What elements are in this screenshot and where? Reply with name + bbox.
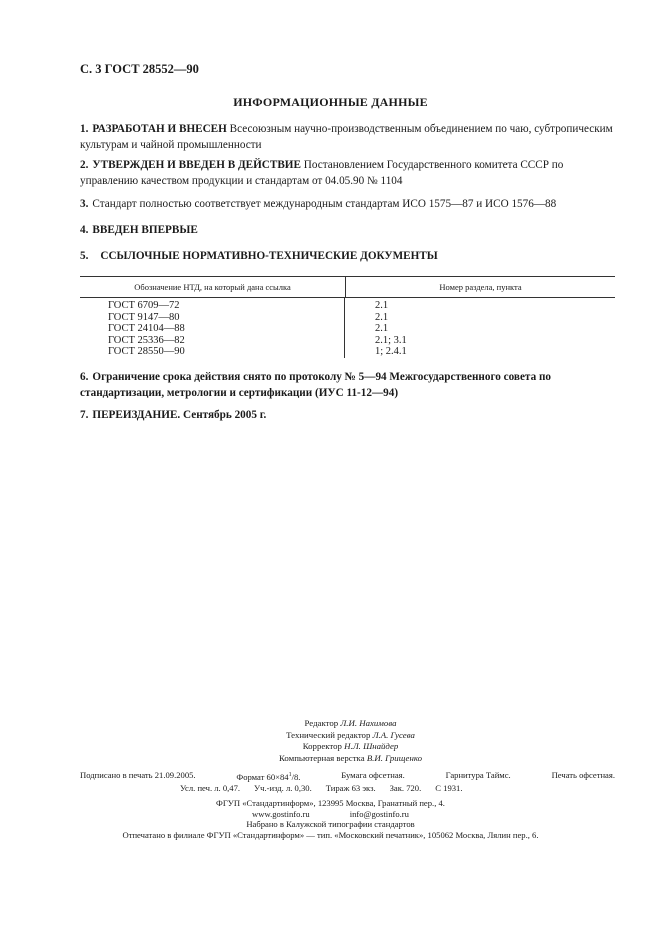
item-number: 5. [80, 250, 89, 262]
pub-format-label: Формат 60×84 [236, 771, 289, 782]
item-head: ВВЕДЕН ВПЕРВЫЕ [92, 224, 198, 236]
table-cell-section: 1; 2.4.1 [375, 346, 407, 357]
section-title: ИНФОРМАЦИОННЫЕ ДАННЫЕ [233, 95, 428, 109]
table-cell-section: 2.1 [375, 300, 389, 311]
credit-person: Л.А. Гусева [372, 729, 415, 740]
item-number: 6. [80, 371, 89, 383]
table-body [80, 298, 615, 358]
pub-format-tail: /8. [291, 771, 301, 782]
imprint-publisher: ФГУП «Стандартинформ», 123995 Москва, Гранатный пер., 4. [216, 798, 445, 808]
table-cell-section: 2.1 [375, 311, 389, 323]
item-head: РАЗРАБОТАН И ВНЕСЕН [92, 123, 227, 135]
pub-zak: Зак. 720. [389, 782, 422, 793]
table-cell-doc: ГОСТ 25336—82 [108, 334, 185, 346]
credit-role: Корректор [302, 741, 342, 751]
table-cell-doc: ГОСТ 6709—72 [108, 300, 180, 311]
item-head: УТВЕРЖДЕН И ВВЕДЕН В ДЕЙСТВИЕ [92, 159, 301, 171]
page-header: С. 3 ГОСТ 28552—90 [80, 62, 199, 76]
pub-format-sup: 1 [288, 772, 292, 778]
imprint-printed: Отпечатано в филиале ФГУП «Стандартинформ» — тип. «Московский печатник», 105062 Москва, Лялин пер., 6. [122, 829, 539, 840]
item-text: Стандарт полностью соответствует международным стандартам ИСО 1575—87 и ИСО 1576—88 [92, 198, 557, 210]
credits-block [0, 718, 661, 764]
table-header [80, 277, 615, 298]
pub-row-2 [80, 783, 615, 794]
item-number: 1. [80, 123, 89, 135]
table-cell-section: 2.1 [375, 323, 389, 334]
section-column [345, 298, 615, 358]
pub-print: Печать офсетная. [551, 770, 615, 780]
pub-signed: Подписано в печать 21.09.2005. [80, 770, 196, 780]
pub-c: С 1931. [435, 782, 463, 793]
imprint-block [0, 798, 661, 840]
pub-uch: Уч.-изд. л. 0,30. [254, 782, 312, 793]
item-text: ПЕРЕИЗДАНИЕ. Сентябрь 2005 г. [92, 409, 267, 421]
info-item-1 [80, 122, 615, 153]
credit-person: Н.Л. Шнайдер [344, 741, 399, 751]
info-item-3 [80, 197, 615, 213]
item-number: 2. [80, 159, 89, 171]
references-table [80, 276, 615, 358]
info-item-7 [80, 408, 615, 424]
item-text: Ограничение срока действия снято по протоколу № 5—94 Межгосударственного совета по стандартизации, метрологии и сертификации (ИУС 11-12—94) [80, 371, 551, 399]
credit-role: Технический редактор [286, 729, 371, 740]
info-item-2 [80, 158, 615, 189]
imprint-website: www.gostinfo.ru [252, 808, 310, 819]
credit-layout [0, 753, 661, 765]
credit-role: Редактор [304, 718, 339, 728]
doc-column [80, 298, 345, 358]
imprint-contacts [252, 809, 409, 820]
publication-details [80, 770, 615, 794]
info-item-4 [80, 223, 615, 239]
credit-role: Компьютерная верстка [279, 752, 365, 763]
pub-paper: Бумага офсетная. [341, 770, 405, 780]
pub-usl: Усл. печ. л. 0,47. [180, 782, 241, 793]
item-number: 7. [80, 409, 89, 421]
credit-editor [0, 718, 661, 730]
credit-corrector [0, 741, 661, 753]
item-number: 3. [80, 198, 89, 210]
credit-tech-editor [0, 730, 661, 742]
pub-font: Гарнитура Таймс. [445, 770, 511, 780]
item-number: 4. [80, 224, 89, 236]
column-header-section: Номер раздела, пункта [439, 282, 522, 292]
item-head: ССЫЛОЧНЫЕ НОРМАТИВНО-ТЕХНИЧЕСКИЕ ДОКУМЕНТЫ [100, 250, 438, 262]
pub-format [236, 770, 300, 783]
pub-row-1 [80, 770, 615, 783]
imprint-email: info@gostinfo.ru [349, 808, 409, 819]
item-text: Всесоюзным научно-производственным объединением по чаю, субтропическим культурам и чайной промышленности [80, 123, 613, 151]
credit-person: Л.И. Нахимова [340, 718, 397, 728]
table-cell-doc: ГОСТ 9147—80 [108, 311, 180, 323]
table-cell-doc: ГОСТ 24104—88 [108, 323, 185, 334]
info-item-5 [80, 249, 615, 265]
table-cell-doc: ГОСТ 28550—90 [108, 346, 185, 357]
credit-person: В.И. Грищенко [366, 752, 422, 763]
imprint-typeset: Набрано в Калужской типографии стандартов [246, 819, 415, 829]
pub-tirazh: Тираж 63 экз. [325, 782, 376, 793]
column-header-doc: Обозначение НТД, на который дана ссылка [80, 277, 346, 297]
table-cell-section: 2.1; 3.1 [375, 334, 407, 346]
info-item-6 [80, 370, 615, 401]
item-text: Постановлением Государственного комитета СССР по управлению качеством продукции и стандартам от 04.05.90 № 1104 [80, 159, 564, 187]
